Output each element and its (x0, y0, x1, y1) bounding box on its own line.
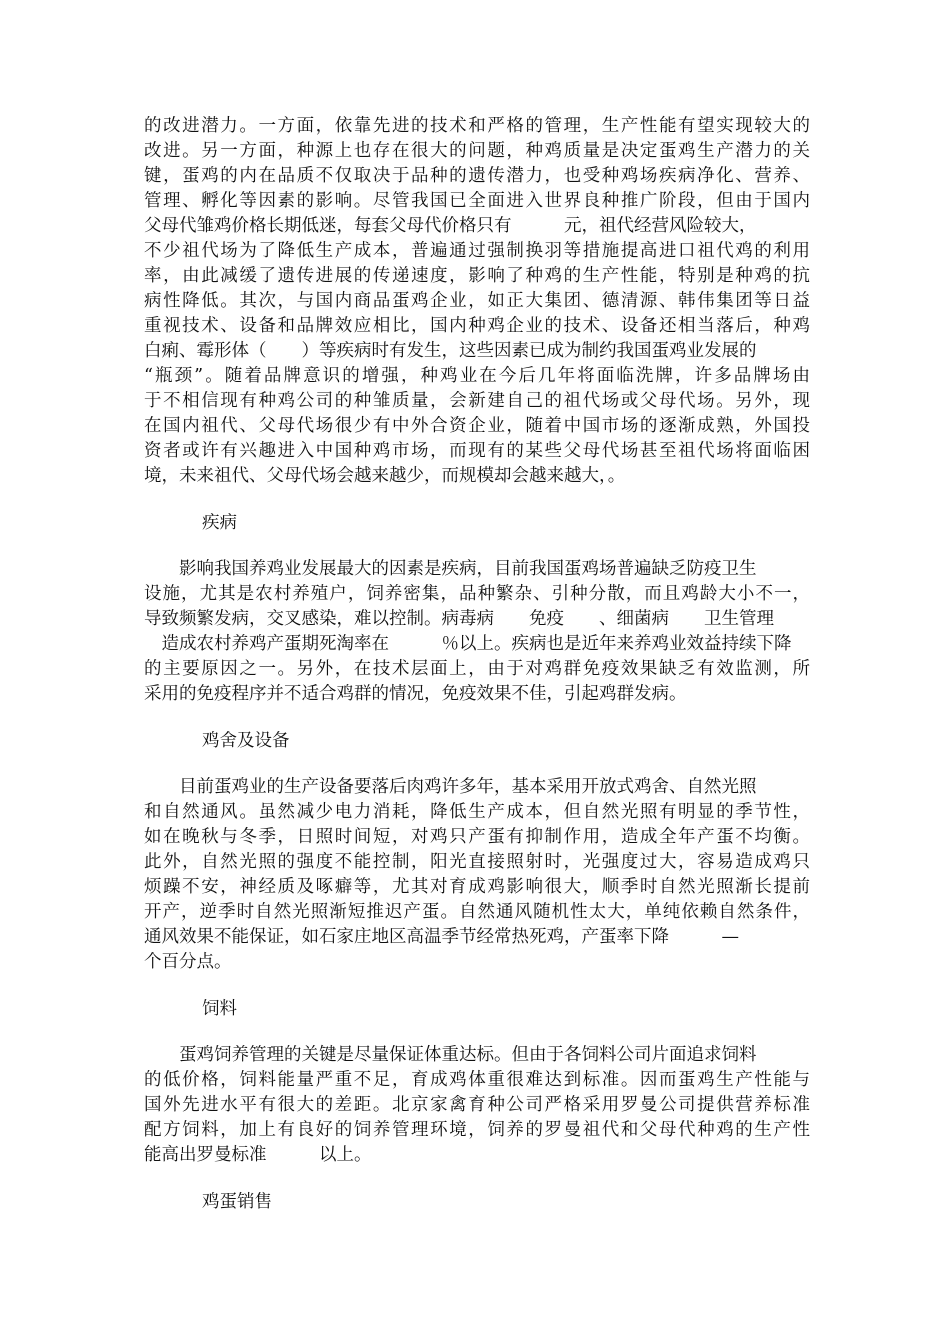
paragraph-line: 在国内祖代、父母代场很少有中外合资企业，随着中国市场的逐渐成熟，外国投 (144, 416, 810, 436)
section-heading-sales: 鸡蛋销售 (202, 1192, 272, 1212)
paragraph-line: 能高出罗曼标准 以上。 (144, 1145, 372, 1165)
section-heading-disease: 疾病 (202, 513, 237, 533)
paragraph-line: 管理、孵化等因素的影响。尽管我国已全面进入世界良种推广阶段，但由于国内 (144, 191, 810, 211)
paragraph-line: 键，蛋鸡的内在品质不仅取决于品种的遗传潜力，也受种鸡场疾病净化、营养、 (144, 166, 810, 186)
paragraph-line: 配方饲料，加上有良好的饲养管理环境，饲养的罗曼祖代和父母代种鸡的生产性 (144, 1120, 810, 1140)
paragraph-line: “瓶颈”。随着品牌意识的增强，种鸡业在今后几年将面临洗牌，许多品牌场由 (144, 366, 810, 386)
paragraph-line: 白痢、霉形体（ ）等疾病时有发生，这些因素已成为制约我国蛋鸡业发展的 (144, 341, 757, 361)
paragraph-line: 的主要原因之一。另外，在技术层面上，由于对鸡群免疫效果缺乏有效监测，所 (144, 659, 810, 679)
paragraph-line: 改进。另一方面，种源上也存在很大的问题，种鸡质量是决定蛋鸡生产潜力的关 (144, 141, 810, 161)
paragraph-line: 和自然通风。虽然减少电力消耗，降低生产成本，但自然光照有明显的季节性， (144, 802, 810, 822)
paragraph-line: 开产，逆季时自然光照渐短推迟产蛋。自然通风随机性太大，单纯依赖自然条件， (144, 902, 810, 922)
paragraph-line: 导致频繁发病，交叉感染，难以控制。病毒病 免疫 、细菌病 卫生管理 (144, 609, 774, 629)
section-heading-housing: 鸡舍及设备 (202, 731, 290, 751)
paragraph-line: 父母代雏鸡价格长期低迷，每套父母代价格只有 元，祖代经营风险较大， (144, 216, 757, 236)
paragraph-line: 率，由此减缓了遗传进展的传递速度，影响了种鸡的生产性能，特别是种鸡的抗 (144, 266, 810, 286)
paragraph-line: 设施，尤其是农村养殖户，饲养密集，品种繁杂、引种分散，而且鸡龄大小不一， (144, 584, 810, 604)
paragraph-line: 境，未来祖代、父母代场会越来越少，而规模却会越来越大，。 (144, 466, 626, 486)
paragraph-line: 通风效果不能保证，如石家庄地区高温季节经常热死鸡，产蛋率下降 — (144, 927, 739, 947)
paragraph-line: 采用的免疫程序并不适合鸡群的情况，免疫效果不佳，引起鸡群发病。 (144, 684, 687, 704)
paragraph-line: 此外，自然光照的强度不能控制，阳光直接照射时，光强度过大，容易造成鸡只 (144, 852, 810, 872)
paragraph-line: 目前蛋鸡业的生产设备要落后肉鸡许多年，基本采用开放式鸡舍、自然光照 (144, 777, 757, 797)
paragraph-line: 个百分点。 (144, 952, 232, 972)
paragraph-line: 资者或许有兴趣进入中国种鸡市场，而现有的某些父母代场甚至祖代场将面临困 (144, 441, 810, 461)
paragraph-line: 病性降低。其次，与国内商品蛋鸡企业，如正大集团、德清源、韩伟集团等日益 (144, 291, 810, 311)
paragraph-line: 国外先进水平有很大的差距。北京家禽育种公司严格采用罗曼公司提供营养标准 (144, 1095, 810, 1115)
paragraph-line: 蛋鸡饲养管理的关键是尽量保证体重达标。但由于各饲料公司片面追求饲料 (144, 1045, 757, 1065)
paragraph-line: 影响我国养鸡业发展最大的因素是疾病，目前我国蛋鸡场普遍缺乏防疫卫生 (144, 559, 757, 579)
paragraph-line: 烦躁不安，神经质及啄癖等，尤其对育成鸡影响很大，顺季时自然光照渐长提前 (144, 877, 810, 897)
paragraph-line: 的改进潜力。一方面，依靠先进的技术和严格的管理，生产性能有望实现较大的 (144, 116, 810, 136)
paragraph-line: 重视技术、设备和品牌效应相比，国内种鸡企业的技术、设备还相当落后，种鸡 (144, 316, 810, 336)
paragraph-line: 造成农村养鸡产蛋期死淘率在 ％以上。疾病也是近年来养鸡业效益持续下降 (144, 634, 792, 654)
paragraph-line: 的低价格，饲料能量严重不足，育成鸡体重很难达到标准。因而蛋鸡生产性能与 (144, 1070, 810, 1090)
paragraph-line: 如在晚秋与冬季，日照时间短，对鸡只产蛋有抑制作用，造成全年产蛋不均衡。 (144, 827, 810, 847)
paragraph-line: 于不相信现有种鸡公司的种雏质量，会新建自己的祖代场或父母代场。另外，现 (144, 391, 810, 411)
paragraph-line: 不少祖代场为了降低生产成本，普遍通过强制换羽等措施提高进口祖代鸡的利用 (144, 241, 810, 261)
section-heading-feed: 饲料 (202, 999, 237, 1019)
